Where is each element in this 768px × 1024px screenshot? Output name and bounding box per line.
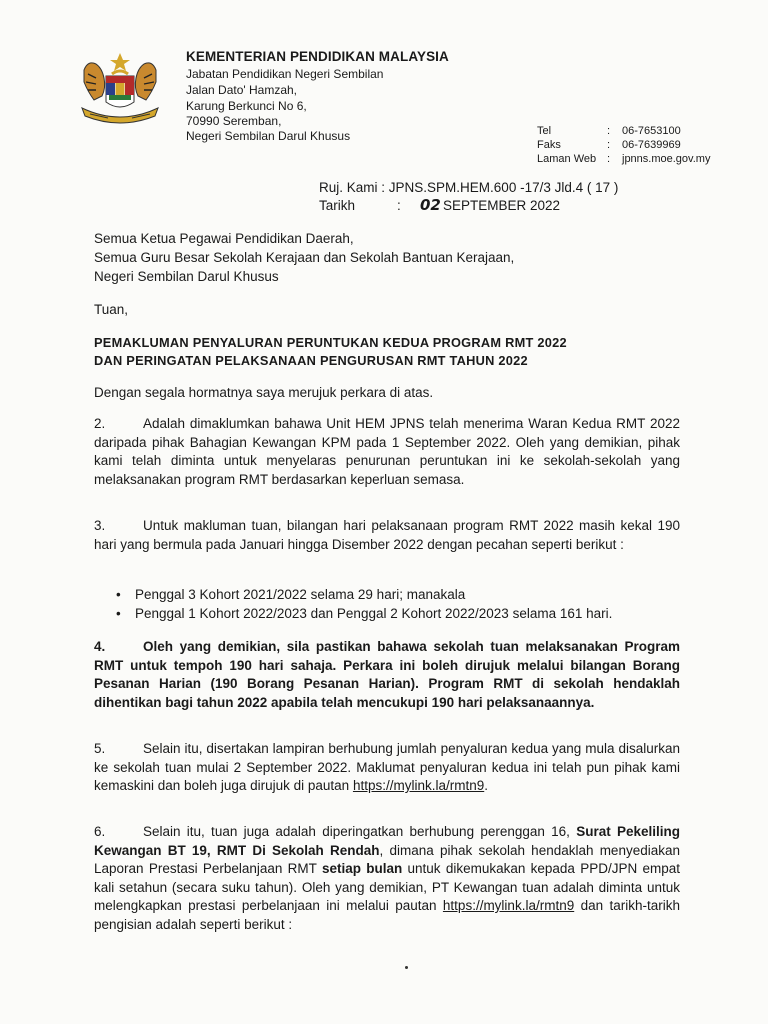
paragraph-3: [94, 517, 680, 554]
address-line: Negeri Sembilan Darul Khusus: [186, 129, 351, 143]
paragraph-6: [94, 823, 680, 934]
contact-fax: [0, 138, 768, 152]
emphasis-text: setiap bulan: [321, 861, 403, 876]
contact-label: Laman Web: [537, 153, 597, 165]
circular-reference: Surat Pekeliling Kewangan BT 19, RMT Di Sekolah Rendah: [94, 824, 680, 858]
paragraph-text: Adalah dimaklumkan bahawa Unit HEM JPNS telah menerima Waran Kedua RMT 2022 daripada pihak Bahagian Kewangan KPM pada 1 September 2022. Oleh yang demikian, pihak kami telah diminta untuk menyelaras penurunan peruntukan ini ke sekolah-sekolah yang melaksanakan program RMT berdasarkan keperluan semasa.: [94, 416, 680, 487]
salutation: Tuan,: [94, 302, 129, 317]
date-label: Tarikh: [319, 198, 356, 213]
paragraph-text: Oleh yang demikian, sila pastikan bahawa sekolah tuan melaksanakan Program RMT untuk tempoh 190 hari sahaja. Perkara ini boleh dirujuk melalui bilangan Borang Pesanan Harian (190 Borang Pesanan Harian). Program RMT di sekolah hendaklah dihentikan bagi tahun 2022 apabila telah mencukupi 190 hari pelaksanaannya.: [94, 639, 680, 710]
date-separator: :: [397, 198, 401, 213]
date-value: SEPTEMBER 2022: [443, 198, 561, 213]
paragraph-number: 5.: [94, 741, 106, 756]
paragraph-4: [94, 638, 680, 712]
paragraph-text: Selain itu, tuan juga adalah diperingatkan berhubung perenggan 16,: [143, 824, 577, 839]
subject-line: PEMAKLUMAN PENYALURAN PERUNTUKAN KEDUA PROGRAM RMT 2022: [94, 335, 567, 350]
address-line: Jabatan Pendidikan Negeri Sembilan: [186, 67, 384, 81]
list-item: • Penggal 3 Kohort 2021/2022 selama 29 hari; manakala: [112, 585, 712, 604]
reference-number: [319, 180, 618, 195]
paragraph-text: untuk dikemukakan kepada PPD/JPN empat kali setahun (secara suku tahun). Oleh yang demikian, PT Kewangan tuan adalah diminta untuk melengkapkan prestasi perbelanjaan ini melalui pautan: [94, 861, 681, 913]
paragraph-text: Selain itu, disertakan lampiran berhubung jumlah penyaluran kedua yang mula disalurkan ke sekolah tuan mulai 2 September 2022. Maklumat penyaluran kedua ini telah pun pihak kami kemaskini dan boleh juga dirujuk di pautan: [94, 741, 680, 793]
paragraph-number: 3.: [94, 518, 106, 533]
paragraph-text: Untuk makluman tuan, bilangan hari pelaksanaan program RMT 2022 masih kekal 190 hari yang bermula pada Januari hingga Disember 2022 dengan pecahan seperti berikut :: [94, 518, 680, 552]
paragraph-5: [94, 740, 680, 796]
list-item: • Penggal 1 Kohort 2022/2023 dan Penggal 2 Kohort 2022/2023 selama 161 hari.: [112, 604, 712, 623]
recipient-line: Negeri Sembilan Darul Khusus: [94, 269, 279, 284]
paragraph-text: , dimana pihak sekolah hendaklah menyediakan Laporan Prestasi Perbelanjaan RMT: [94, 842, 680, 876]
ministry-name: KEMENTERIAN PENDIDIKAN MALAYSIA: [186, 49, 449, 64]
contact-value: 06-7639969: [622, 139, 681, 151]
contact-separator: :: [607, 125, 611, 137]
address-line: Jalan Dato' Hamzah,: [186, 83, 298, 97]
contact-separator: :: [607, 153, 611, 165]
reference-value: : JPNS.SPM.HEM.600 -17/3 Jld.4 ( 17 ): [381, 180, 619, 195]
paragraph-text: dan tarikh-tarikh pengisian adalah seperti berikut :: [94, 898, 680, 932]
malaysia-coat-of-arms-icon: [72, 50, 168, 128]
paragraph-number: 4.: [94, 639, 106, 654]
contact-label: Faks: [537, 139, 561, 151]
address-line: 70990 Seremban,: [186, 114, 282, 128]
rmt-link[interactable]: https://mylink.la/rmtn9: [352, 778, 485, 793]
contact-value: 06-7653100: [622, 125, 681, 137]
opening-sentence: Dengan segala hormatnya saya merujuk perkara di atas.: [94, 385, 434, 400]
contact-label: Tel: [537, 125, 552, 137]
paragraph-number: 6.: [94, 824, 106, 839]
recipient-line: Semua Guru Besar Sekolah Kerajaan dan Sekolah Bantuan Kerajaan,: [94, 250, 515, 265]
contact-web: [0, 152, 768, 166]
address-line: Karung Berkunci No 6,: [186, 99, 307, 113]
paragraph-text: .: [484, 778, 488, 793]
paragraph-number: 2.: [94, 416, 106, 431]
paragraph-2: [94, 415, 680, 489]
handwritten-day: 02: [420, 196, 441, 214]
bullet-list: [112, 585, 712, 623]
scan-speck: [405, 966, 408, 969]
letter-date: [319, 198, 619, 218]
recipient-line: Semua Ketua Pegawai Pendidikan Daerah,: [94, 231, 354, 246]
reference-label: Ruj. Kami: [319, 180, 378, 195]
subject-line: DAN PERINGATAN PELAKSANAAN PENGURUSAN RMT TAHUN 2022: [94, 353, 528, 368]
contact-value: jpnns.moe.gov.my: [622, 153, 711, 165]
contact-tel: [0, 124, 768, 138]
contact-separator: :: [607, 139, 611, 151]
rmt-link[interactable]: https://mylink.la/rmtn9: [442, 898, 575, 913]
